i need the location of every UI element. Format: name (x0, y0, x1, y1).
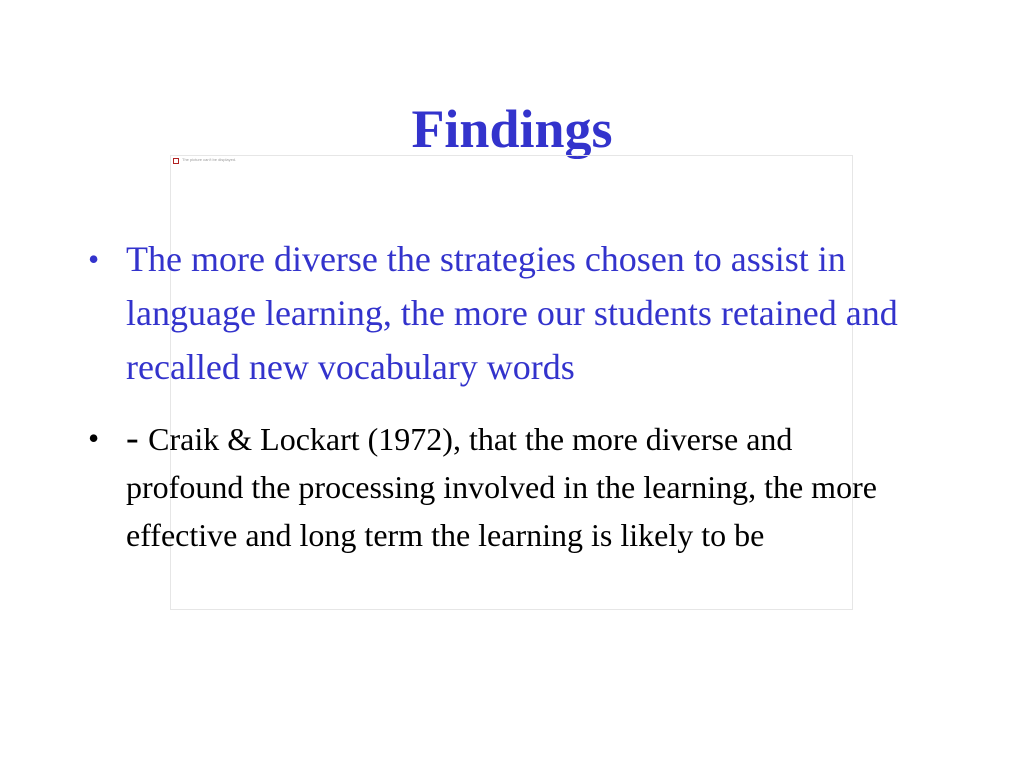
image-placeholder-label: The picture can't be displayed. (182, 157, 237, 162)
bullet-text: The more diverse the strategies chosen to assist in language learning, the more our students retained and recalled new vocabulary words (126, 239, 898, 387)
bullet-item-citation (88, 414, 908, 559)
bullet-marker: • (88, 241, 100, 277)
broken-image-icon (173, 158, 179, 164)
bullet-item-findings (88, 232, 908, 394)
bullet-text: Craik & Lockart (1972), that the more diverse and profound the processing involved in the learning, the more effective and long term the learning is likely to be (126, 421, 877, 553)
slide-title: Findings (411, 99, 613, 159)
bullet-dash: - (126, 417, 149, 459)
bullet-marker: • (88, 420, 100, 456)
bullet-list (88, 232, 908, 559)
